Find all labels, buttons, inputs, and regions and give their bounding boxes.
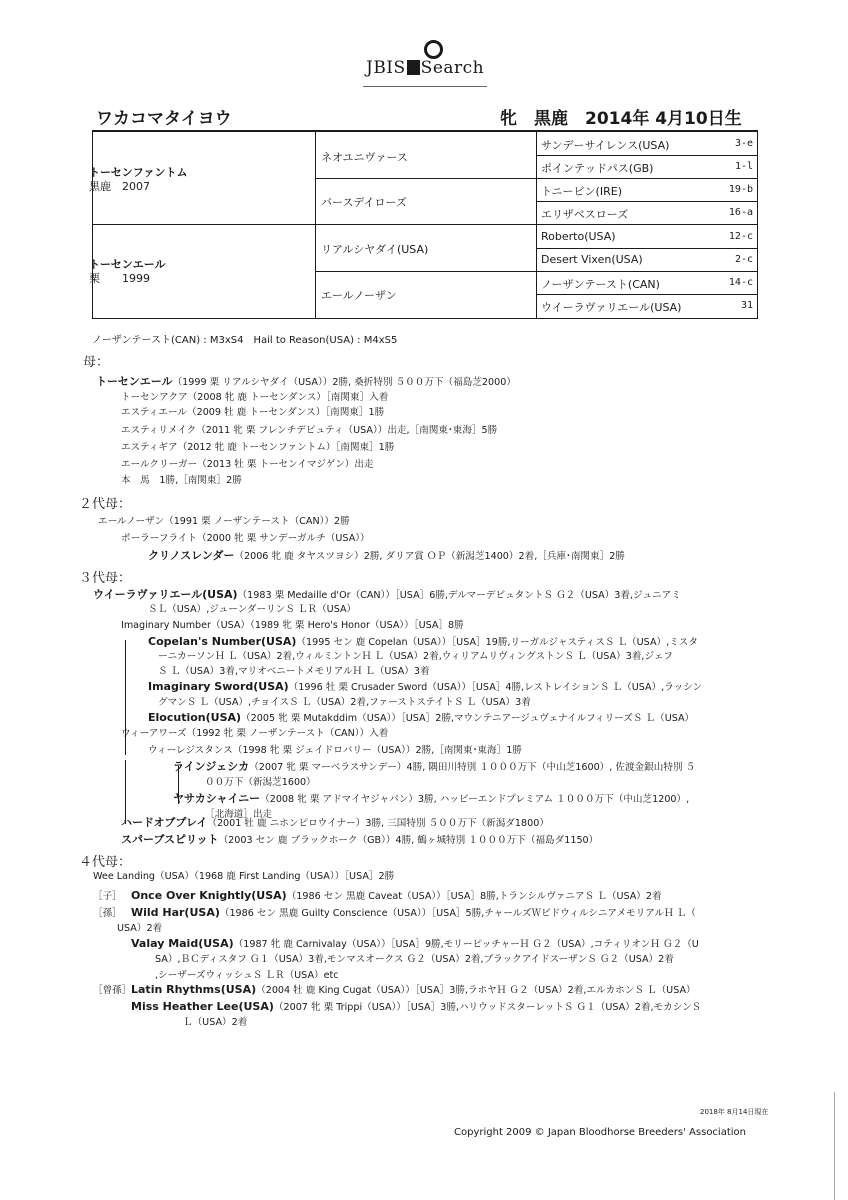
horse-record: （2006 牝 鹿 タヤスツヨシ）2勝, ダリア賞 ＯＰ（新潟芝1400）2着,［兵庫･南関東］2勝 [234, 551, 625, 562]
horse-record: トーセンアクア（2008 牝 鹿 トーセンダンス）［南関東］入着 [121, 392, 389, 403]
family-line [121, 474, 242, 488]
gen3-ancestor: ウイーラヴァリエール(USA) [541, 301, 682, 314]
horse-record: Imaginary Number（USA）（1989 牝 栗 Hero's Honor（USA））［USA］8勝 [121, 620, 464, 631]
horse-highlight: Valay Maid(USA) [131, 937, 234, 950]
page-edge [834, 1092, 835, 1200]
logo-box-icon [407, 60, 420, 75]
family-line [93, 870, 394, 884]
pedigree-divider [315, 132, 316, 318]
family-number: 2-c [734, 254, 753, 265]
pedigree-row-divider [315, 271, 757, 272]
family-line [155, 969, 339, 983]
horse-record: グマンＳ Ｌ（USA）,チョイスＳ Ｌ（USA）2着,ファーストステイトＳ Ｌ（USA）3着 [158, 697, 531, 708]
section-gen3-heading: ３代母： [79, 571, 132, 586]
family-line [148, 603, 356, 617]
family-number: 31 [740, 300, 753, 311]
horse-highlight: Wild Har(USA) [131, 906, 220, 919]
relation-tag: ［孫］ [93, 908, 122, 919]
horse-record: エスティギア（2012 牝 鹿 トーセンファントム）［南関東］1勝 [121, 442, 395, 453]
sire-detail: 黒鹿 2007 [89, 180, 150, 193]
horse-record: （2008 牝 栗 アドマイヤジャパン）3勝, ハッピーエンドプレミアム １０００万下（中山芝1200）, [260, 794, 690, 805]
family-line [205, 776, 316, 790]
horse-highlight: Once Over Knightly(USA) [131, 889, 287, 902]
dam-detail: 栗 1999 [89, 272, 150, 285]
family-line [93, 889, 662, 904]
horse-highlight: Elocution(USA) [148, 711, 242, 724]
horse-record: ウィーアワーズ（1992 牝 栗 ノーザンテースト（CAN））入着 [121, 728, 389, 739]
horse-highlight: ウイーラヴァリエール(USA) [93, 588, 238, 601]
family-line [121, 816, 549, 831]
horse-record: ［北海道］出走 [205, 809, 273, 820]
family-number: 12-c [728, 231, 753, 242]
pedigree-table [89, 132, 758, 319]
family-number: 3-e [734, 138, 753, 149]
gen3-ancestor: ポインテッドパス(GB) [541, 162, 654, 175]
horse-record: （2001 牡 鹿 ニホンピロウイナー）3勝, 三国特別 ５００万下（新潟ダ1800） [207, 818, 549, 829]
horse-highlight: Latin Rhythms(USA) [131, 983, 257, 996]
gen2-ancestor: ネオユニヴァース [321, 151, 408, 164]
family-line [173, 760, 695, 775]
family-number: 19-b [728, 184, 753, 195]
horse-record: （1996 牡 栗 Crusader Sword（USA））［USA］4勝,レストレイションＳ Ｌ（USA）,ラッシン [288, 682, 703, 693]
family-number: 16-a [728, 207, 753, 218]
family-line [93, 906, 696, 921]
family-line [131, 1000, 701, 1015]
relation-tag: ［曾孫］ [93, 985, 132, 996]
jbis-search-logo [366, 38, 506, 83]
inbreeding-note: ノーザンテースト(CAN) : M3xS4 Hail to Reason(USA) : M4xS5 [92, 335, 398, 346]
logo-left: JBIS [366, 58, 406, 78]
horse-record: （1986 セン 黒鹿 Guilty Conscience（USA））［USA］5勝,チャールズＷビドウィルシニアメモリアルＨ Ｌ（ [219, 908, 696, 919]
horse-record: エスティリメイク（2011 牝 栗 フレンチデピュティ（USA））出走,［南関東･東海］5勝 [121, 425, 498, 436]
horse-record: SA）,ＢＣディスタフ Ｇ１（USA）3着,モンマスオークス Ｇ２（USA）2着,ブラックアイドスーザンＳ Ｇ２（USA）2着 [155, 954, 674, 965]
horse-record: ポーラーフライト（2000 牝 栗 サンデーガルチ（USA）） [121, 533, 370, 544]
gen3-ancestor: エリザベスローズ [541, 208, 629, 221]
family-line [117, 922, 162, 936]
family-number: 1-l [734, 161, 753, 172]
pedigree-row-divider [93, 224, 757, 225]
horse-record: USA）2着 [117, 923, 163, 934]
horse-record: Ｌ（USA）2着 [183, 1017, 248, 1028]
family-line [155, 953, 674, 967]
horse-info: 牝 黒鹿 2014年 4月10日生 [500, 109, 742, 129]
relation-tag: ［子］ [93, 891, 122, 902]
family-line [158, 696, 531, 710]
horse-highlight: ヤサカシャイニー [173, 792, 261, 805]
horse-highlight: ラインジェシカ [173, 760, 250, 773]
family-line [148, 549, 625, 564]
horse-record: （1995 セン 鹿 Copelan（USA））［USA］19勝,リーガルジャスティスＳ Ｌ（USA）,ミスタ [296, 637, 698, 648]
gen3-ancestor: Roberto(USA) [541, 230, 616, 243]
dam-name: トーセンエール [89, 258, 166, 271]
section-dam-heading: 母： [83, 355, 110, 370]
pedigree-row-divider [536, 155, 757, 156]
gen3-ancestor: ノーザンテースト(CAN) [541, 278, 660, 291]
family-line [173, 792, 689, 807]
sire-name: トーセンファントム [89, 166, 188, 179]
family-line [158, 665, 430, 679]
logo-underline [363, 86, 487, 87]
family-line [121, 406, 384, 420]
horse-highlight: Imaginary Sword(USA) [148, 680, 289, 693]
family-line [93, 588, 681, 603]
horse-record: 本 馬 1勝,［南関東］2勝 [121, 475, 242, 486]
family-line [148, 635, 698, 650]
horse-record: エスティエール（2009 牡 鹿 トーセンダンス）［南関東］1勝 [121, 407, 385, 418]
section-gen4-heading: ４代母： [79, 855, 132, 870]
horse-highlight: トーセンエール [96, 375, 173, 388]
horse-highlight: スパーブスピリット [121, 833, 219, 846]
logo-right: Search [420, 58, 485, 78]
pedigree-row-divider [536, 248, 757, 249]
family-line [121, 424, 497, 438]
horse-record: ウィーレジスタンス（1998 牝 栗 ジェイドロバリー（USA））2勝,［南関東･東海］1勝 [148, 745, 522, 756]
family-line [148, 744, 522, 758]
horse-name: ワカコマタイヨウ [96, 109, 232, 129]
pedigree-row-divider [315, 178, 757, 179]
horse-record: （2007 牝 栗 Trippi（USA））［USA］3勝,ハリウッドスターレットＳ Ｇ１（USA）2着,モカシンＳ [273, 1002, 702, 1013]
horse-record: （1999 栗 リアルシヤダイ（USA））2勝, 桑折特別 ５００万下（福島芝2000） [172, 377, 516, 388]
family-line [148, 680, 702, 695]
family-line [121, 441, 394, 455]
date-stamp: 2018年 8月14日現在 [700, 1108, 769, 1116]
horse-record: Wee Landing（USA）（1968 鹿 First Landing（USA））［USA］2勝 [93, 871, 395, 882]
horse-record: ,シーザーズウィッシュＳ ＬＲ（USA）etc [155, 970, 339, 981]
family-line [98, 515, 350, 529]
horse-record: （2007 牝 栗 マーベラスサンデー）4勝, 隅田川特別 １０００万下（中山芝1600）, 佐渡金銀山特別 ５ [249, 762, 696, 773]
family-line [93, 983, 696, 998]
family-line [121, 458, 374, 472]
family-line [121, 727, 388, 741]
family-line [183, 1016, 247, 1030]
horse-record: （2003 セン 鹿 ブラックホーク（GB））4勝, 鶴ヶ城特別 １０００万下（福島ダ1150） [218, 835, 599, 846]
pedigree-row-divider [536, 201, 757, 202]
copyright: Copyright 2009 © Japan Bloodhorse Breeders' Association [454, 1127, 746, 1138]
horse-highlight: クリノスレンダー [148, 549, 235, 562]
horse-record: Ｓ Ｌ（USA）3着,マリオベニートメモリアルＨ Ｌ（USA）3着 [158, 666, 430, 677]
horse-highlight: Miss Heather Lee(USA) [131, 1000, 274, 1013]
horse-highlight: Copelan's Number(USA) [148, 635, 297, 648]
family-line [131, 937, 699, 952]
magnifier-icon [424, 40, 443, 59]
horse-record: （1986 セン 黒鹿 Caveat（USA））［USA］8勝,トランシルヴァニアＳ Ｌ（USA）2着 [286, 891, 662, 902]
horse-record: （2005 牝 栗 Mutakddim（USA））［USA］2勝,マウンテニアージュヴェナイルフィリーズＳ Ｌ（USA） [241, 713, 695, 724]
horse-record: ＳＬ（USA）,ジューンダーリンＳ ＬＲ（USA） [148, 604, 357, 615]
horse-record: （1987 牝 鹿 Carnivalay（USA））［USA］9勝,モリーピッチャーＨ Ｇ２（USA）,コティリオンＨ Ｇ２（U [233, 939, 699, 950]
section-gen2-heading: ２代母： [79, 497, 132, 512]
horse-record: エールノーザン（1991 栗 ノーザンテースト（CAN））2勝 [98, 516, 350, 527]
pedigree-row-divider [536, 294, 757, 295]
tree-connector [125, 760, 126, 824]
horse-record: エールクリーガー（2013 牡 栗 トーセンイマジゲン）出走 [121, 459, 374, 470]
horse-record: （2004 牡 鹿 King Cugat（USA））［USA］3勝,ラホヤＨ Ｇ２（USA）2着,エルカホンＳ Ｌ（USA） [256, 985, 696, 996]
horse-highlight: ハードオブプレイ [121, 816, 208, 829]
family-line [96, 375, 516, 390]
gen2-ancestor: リアルシヤダイ(USA) [321, 243, 429, 256]
family-number: 14-c [728, 277, 753, 288]
gen2-ancestor: エールノーザン [321, 289, 397, 302]
family-line [148, 711, 694, 726]
horse-record: ーニカーソンＨ Ｌ（USA）2着,ウィルミントンＨ Ｌ（USA）2着,ウィリアムリヴィングストンＳ Ｌ（USA）3着,ジェフ [158, 651, 674, 662]
gen2-ancestor: バースデイローズ [321, 196, 407, 209]
family-line [121, 391, 388, 405]
gen3-ancestor: トニービン(IRE) [541, 185, 622, 198]
horse-record: （1983 栗 Medaille d'Or（CAN））［USA］6勝,デルマーデビュタントＳ Ｇ２（USA）3着,ジュニアミ [237, 590, 681, 601]
family-line [121, 619, 464, 633]
horse-record: ００万下（新潟芝1600） [205, 777, 316, 788]
gen3-ancestor: サンデーサイレンス(USA) [541, 139, 670, 152]
pedigree-divider [536, 132, 537, 318]
family-line [121, 833, 598, 848]
family-line [158, 650, 673, 664]
gen3-ancestor: Desert Vixen(USA) [541, 253, 643, 266]
family-line [121, 532, 370, 546]
